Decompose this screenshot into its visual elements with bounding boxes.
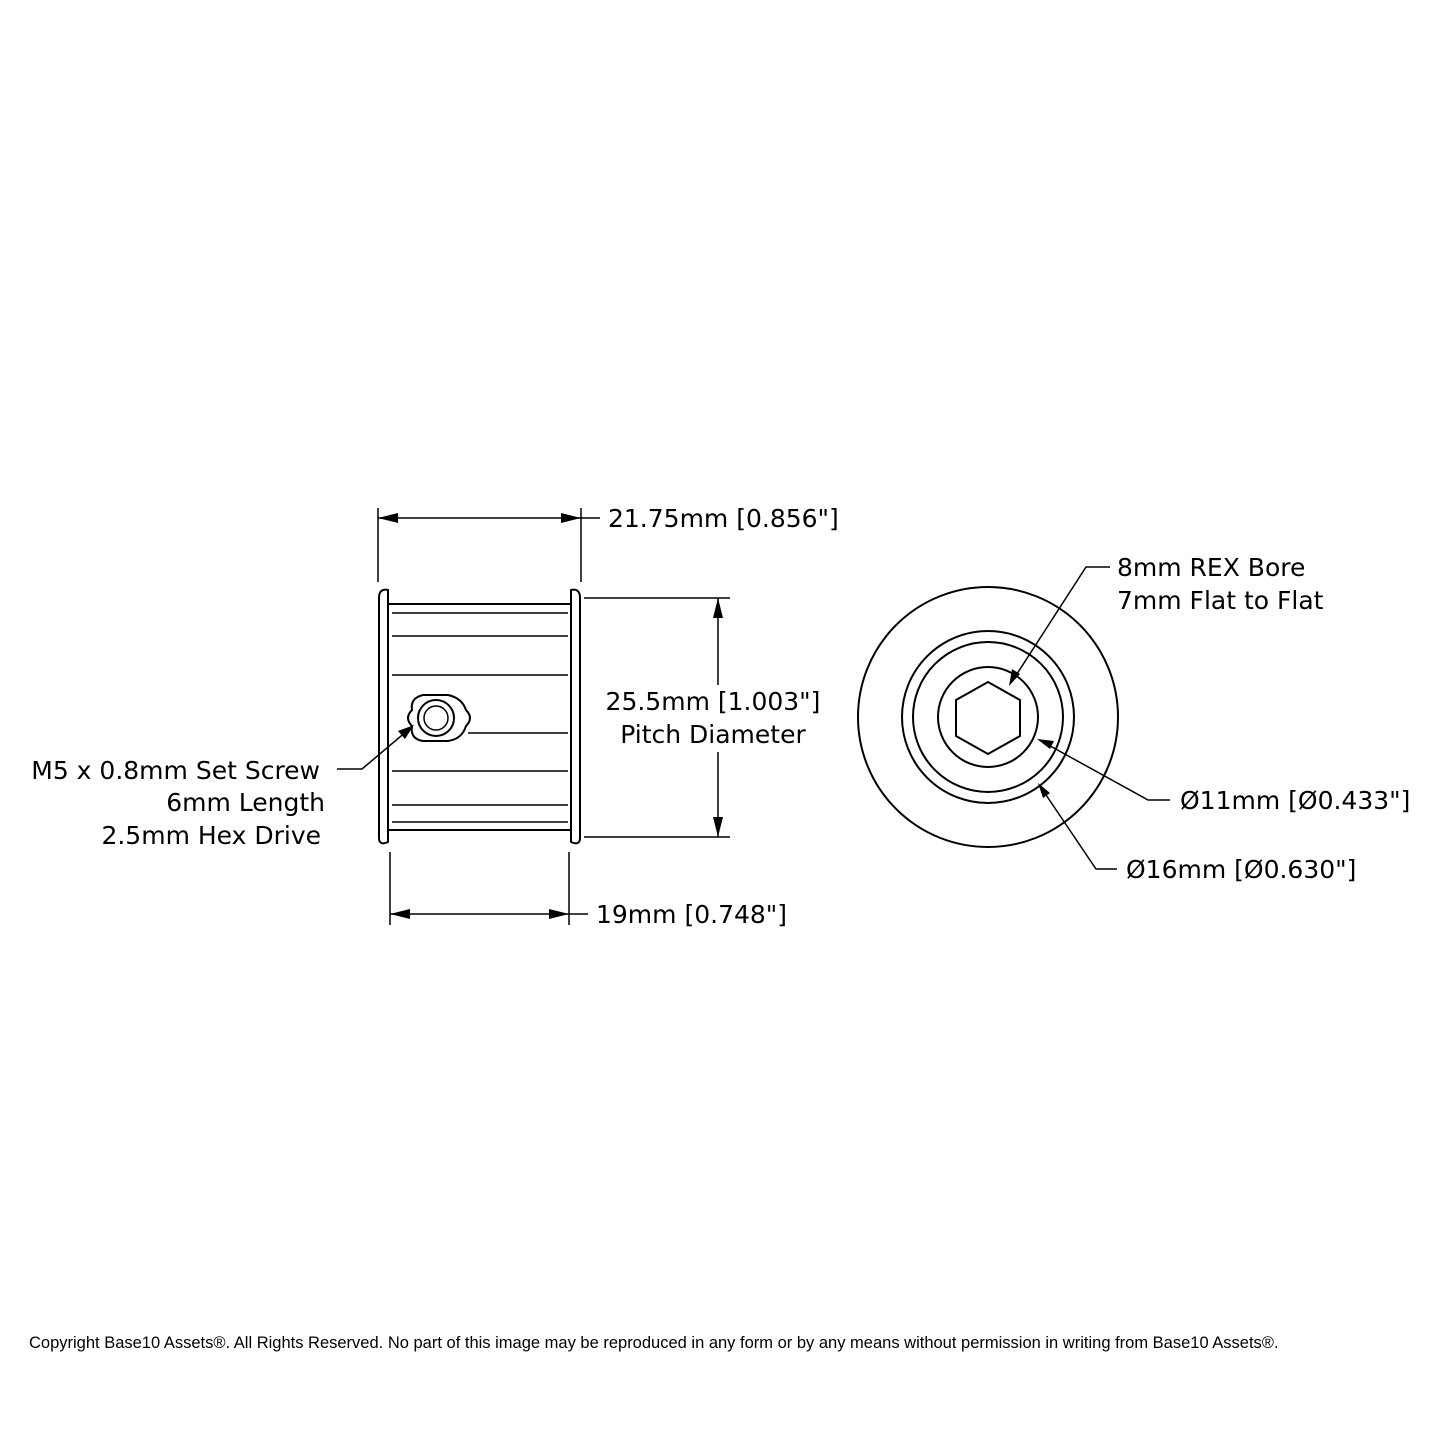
set-screw-callout xyxy=(31,725,414,850)
outer-flange-circle xyxy=(858,587,1118,847)
hub-diameter-callout xyxy=(1037,739,1410,815)
pitch-diameter-dimension xyxy=(584,598,820,837)
overall-width-dimension xyxy=(378,504,839,582)
copyright-footer: Copyright Base10 Assets®. All Rights Reserved. No part of this image may be reproduced in any form or by any means without permission in writing from Base10 Assets®. xyxy=(29,1334,1279,1352)
body-width-label: 19mm [0.748"] xyxy=(596,900,788,929)
bore-line-2: 7mm Flat to Flat xyxy=(1117,586,1324,615)
hex-bore xyxy=(956,682,1020,754)
bore-line-1: 8mm REX Bore xyxy=(1117,553,1306,582)
overall-width-label: 21.75mm [0.856"] xyxy=(608,504,839,533)
left-flange xyxy=(379,590,388,844)
pulley-end-view xyxy=(858,587,1118,847)
pitch-diameter-label: Pitch Diameter xyxy=(620,720,806,749)
body-width-dimension xyxy=(390,852,787,929)
set-screw-boss xyxy=(408,695,470,741)
pitch-diameter-value: 25.5mm [1.003"] xyxy=(605,687,821,716)
flange-hub-circle xyxy=(902,631,1074,803)
hub-diameter-label: Ø11mm [Ø0.433"] xyxy=(1180,786,1411,815)
set-screw-line-1: M5 x 0.8mm Set Screw xyxy=(31,756,320,785)
hub-outer-circle xyxy=(913,642,1063,792)
set-screw-line-3: 2.5mm Hex Drive xyxy=(101,821,321,850)
pulley-side-view xyxy=(379,590,580,844)
flange-diameter-label: Ø16mm [Ø0.630"] xyxy=(1126,855,1357,884)
set-screw-line-2: 6mm Length xyxy=(166,788,325,817)
right-flange xyxy=(571,590,580,844)
